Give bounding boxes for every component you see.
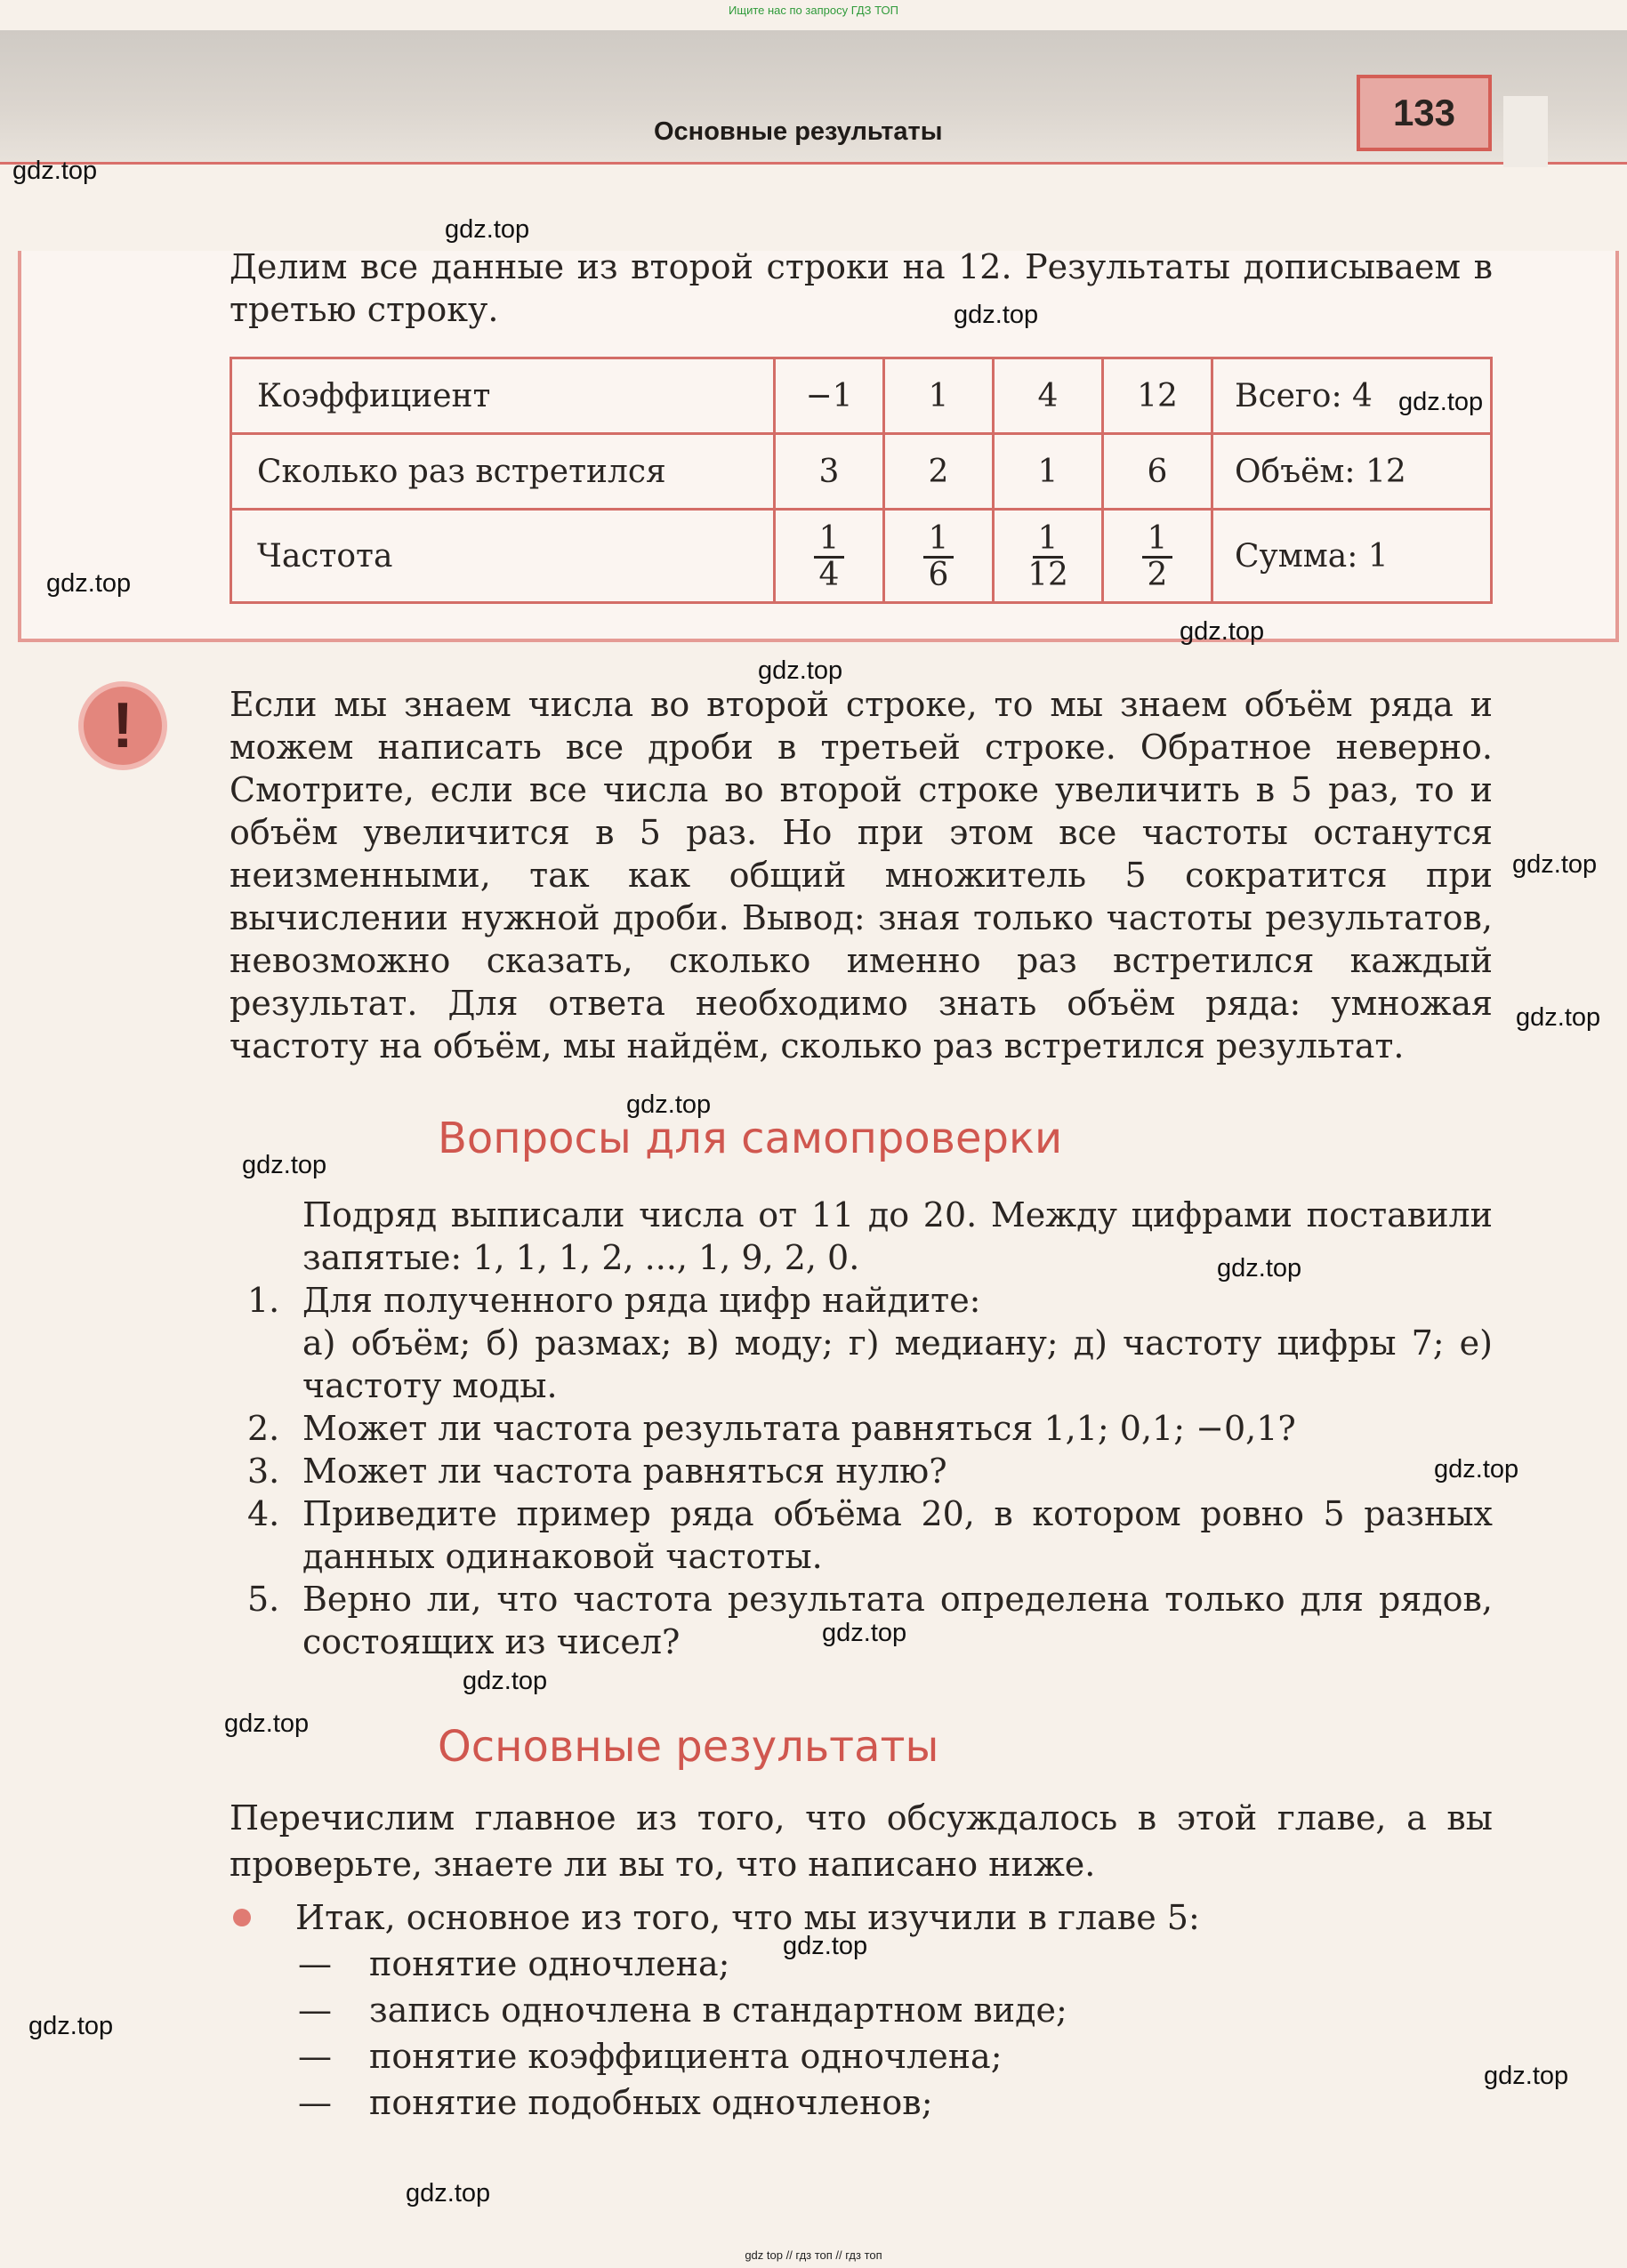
bottom-note: gdz top // гдз топ // гдз топ	[745, 2248, 882, 2262]
table-cell: 2	[884, 434, 994, 510]
fraction	[923, 519, 954, 593]
watermark: gdz.top	[954, 301, 1039, 329]
list-item-text: понятие подобных одночленов;	[369, 2083, 933, 2122]
list-item	[298, 2033, 1067, 2079]
fraction-denominator: 4	[818, 556, 840, 593]
watermark: gdz.top	[1484, 2062, 1569, 2090]
results-bullet-text: Итак, основное из того, что мы изучили в главе 5:	[295, 1898, 1200, 1937]
questions-list	[230, 1279, 1493, 1663]
dash-marker: —	[298, 1944, 332, 1983]
table-row	[231, 358, 1492, 434]
fraction-denominator: 12	[1027, 556, 1068, 593]
dash-marker: —	[298, 2083, 332, 2122]
top-note: Ищите нас по запросу ГДЗ ТОП	[729, 4, 898, 17]
list-item-text: понятие одночлена;	[369, 1944, 730, 1983]
list-item	[230, 1492, 1493, 1578]
dash-marker: —	[298, 2037, 332, 2076]
fraction-numerator: 1	[814, 522, 845, 559]
list-item	[298, 2079, 1067, 2126]
table-cell-fraction	[1103, 510, 1212, 603]
watermark: gdz.top	[28, 2012, 114, 2040]
page-number: 133	[1357, 75, 1492, 151]
fraction-denominator: 6	[928, 556, 949, 593]
bullet-icon	[233, 1909, 251, 1926]
table-cell: −1	[775, 358, 884, 434]
questions-title: Вопросы для самопроверки	[438, 1114, 1063, 1163]
watermark: gdz.top	[1398, 388, 1484, 416]
watermark: gdz.top	[224, 1709, 310, 1738]
watermark: gdz.top	[1180, 617, 1265, 646]
table-cell-fraction	[775, 510, 884, 603]
list-item	[230, 1450, 1493, 1492]
results-list	[298, 1941, 1067, 2126]
table-cell-fraction	[994, 510, 1103, 603]
table-cell: 6	[1103, 434, 1212, 510]
watermark: gdz.top	[1516, 1003, 1601, 1032]
frequency-table	[230, 357, 1493, 604]
fraction	[1027, 519, 1068, 593]
watermark: gdz.top	[406, 2179, 491, 2208]
question-number: 5.	[247, 1580, 280, 1619]
list-item	[298, 1941, 1067, 1987]
question-number: 1.	[247, 1281, 280, 1320]
question-number: 3.	[247, 1452, 280, 1491]
running-header-title: Основные результаты	[654, 117, 943, 146]
table-cell-label: Коэффициент	[231, 358, 775, 434]
watermark: gdz.top	[445, 215, 530, 244]
question-text: Может ли частота равняться нулю?	[302, 1452, 947, 1491]
list-item	[230, 1279, 1493, 1407]
results-intro: Перечислим главное из того, что обсуждалось в этой главе, а вы проверьте, знаете ли вы то, что написано ниже.	[230, 1798, 1493, 1884]
watermark: gdz.top	[1512, 850, 1598, 879]
watermark: gdz.top	[12, 157, 98, 185]
question-text: Приведите пример ряда объёма 20, в котором ровно 5 разных данных одинаковой частоты.	[302, 1494, 1493, 1576]
question-subtext: а) объём; б) размах; в) моду; г) медиану; д) частоту цифры 7; е) частоту моды.	[302, 1323, 1493, 1405]
fraction-numerator: 1	[1033, 522, 1064, 559]
note-text: Если мы знаем числа во второй строке, то мы знаем объём ряда и можем написать все дроби в третьей строке. Обратное неверно. Смотрите, если все числа во второй строке увеличить в 5 раз, то и объём увеличится в 5 раз. Но при этом все частоты останутся неизменными, так как общий множитель 5 сократится при вычислении нужной дроби. Вывод: зная только частоты результатов, невозможно сказать, сколько именно раз встретился каждый результат. Для ответа необходимо знать объём ряда: умножая частоту на объём, мы найдём, сколько раз встретился результат.	[230, 685, 1493, 1066]
table-row	[231, 510, 1492, 603]
table-cell-summary: Всего: 4	[1212, 358, 1492, 434]
table-cell-fraction	[884, 510, 994, 603]
watermark: gdz.top	[758, 656, 843, 685]
table-cell: 4	[994, 358, 1103, 434]
watermark: gdz.top	[1217, 1254, 1302, 1283]
table-cell-label: Сколько раз встретился	[231, 434, 775, 510]
question-text: Верно ли, что частота результата определена только для рядов, состоящих из чисел?	[302, 1580, 1493, 1661]
fraction-numerator: 1	[1142, 522, 1173, 559]
fraction-denominator: 2	[1147, 556, 1168, 593]
table-cell-summary: Сумма: 1	[1212, 510, 1492, 603]
questions-intro: Подряд выписали числа от 11 до 20. Между цифрами поставили запятые: 1, 1, 1, 2, ..., 1, 9, 2, 0.	[302, 1195, 1493, 1277]
fraction-numerator: 1	[923, 522, 954, 559]
page-tab	[1503, 96, 1548, 167]
list-item-text: запись одночлена в стандартном виде;	[369, 1991, 1067, 2030]
watermark: gdz.top	[783, 1932, 868, 1960]
watermark: gdz.top	[242, 1151, 327, 1179]
question-number: 4.	[247, 1494, 280, 1533]
list-item-text: понятие коэффициента одночлена;	[369, 2037, 1003, 2076]
watermark: gdz.top	[463, 1667, 548, 1695]
fraction	[814, 519, 845, 593]
table-row	[231, 434, 1492, 510]
example-text: Делим все данные из второй строки на 12. Результаты дописываем в третью строку.	[230, 247, 1493, 329]
list-item	[298, 1987, 1067, 2033]
fraction	[1142, 519, 1173, 593]
question-number: 2.	[247, 1409, 280, 1448]
question-text: Для полученного ряда цифр найдите:	[302, 1281, 981, 1320]
exclamation-icon: !	[78, 681, 167, 770]
table-cell: 1	[884, 358, 994, 434]
dash-marker: —	[298, 1991, 332, 2030]
table-cell: 3	[775, 434, 884, 510]
question-text: Может ли частота результата равняться 1,1; 0,1; −0,1?	[302, 1409, 1296, 1448]
results-title: Основные результаты	[438, 1722, 939, 1772]
watermark: gdz.top	[822, 1619, 907, 1647]
watermark: gdz.top	[626, 1090, 712, 1119]
watermark: gdz.top	[1434, 1455, 1519, 1484]
table-cell: 12	[1103, 358, 1212, 434]
table-cell-label: Частота	[231, 510, 775, 603]
table-cell-summary: Объём: 12	[1212, 434, 1492, 510]
table-cell: 1	[994, 434, 1103, 510]
list-item	[230, 1407, 1493, 1450]
watermark: gdz.top	[46, 569, 132, 598]
